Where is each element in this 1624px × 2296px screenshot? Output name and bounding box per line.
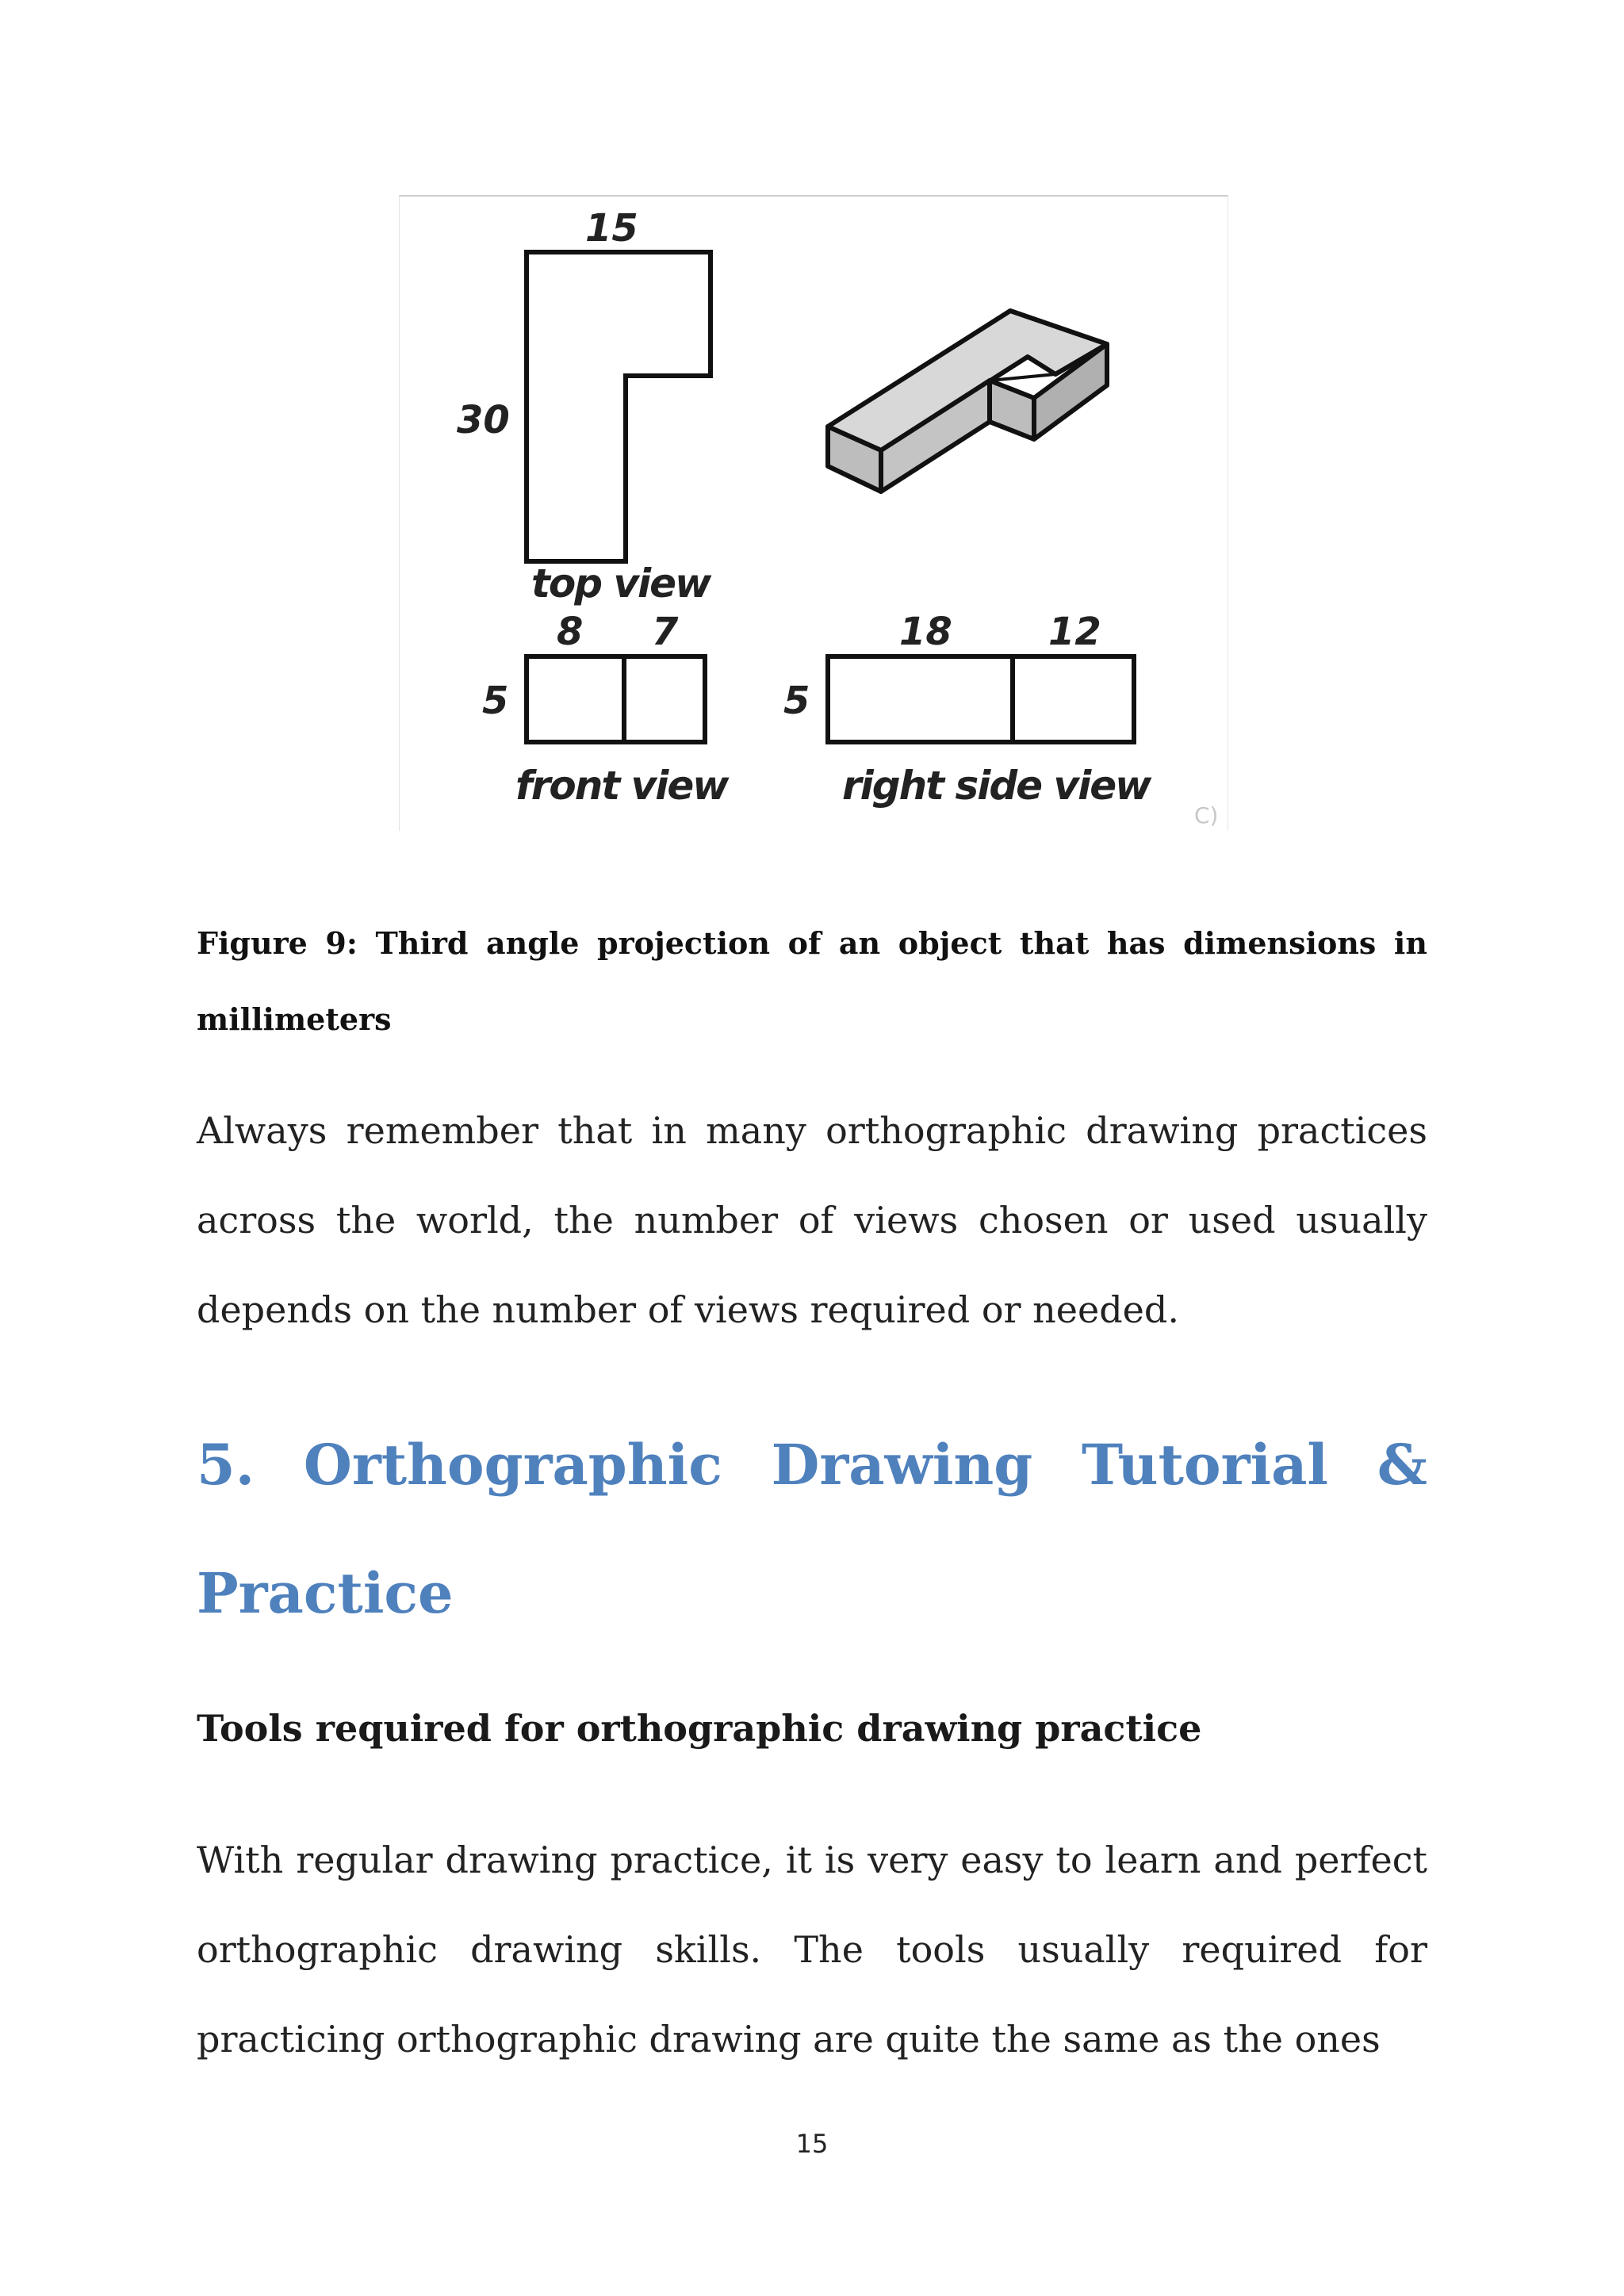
right-side-view-height-label: 5	[783, 679, 810, 723]
projection-drawing	[400, 197, 1228, 831]
right-side-view-caption: right side view	[842, 763, 1151, 809]
paragraph-views: Always remember that in many orthographic drawing practices across the world, the number of views chosen or used usually depends on the number of views required or needed.	[197, 1109, 1427, 1331]
front-view-caption: front view	[515, 763, 728, 809]
front-view-outline	[527, 656, 705, 742]
front-view-right-label: 7	[652, 610, 679, 654]
right-side-view-right-label: 12	[1048, 610, 1101, 654]
watermark-logo: C)	[1194, 802, 1219, 828]
front-view-height-label: 5	[482, 679, 509, 723]
paragraph-tools: With regular drawing practice, it is very easy to learn and perfect orthographic drawing skills. The tools usually required for practicing orthographic drawing are quite the same as the ones	[197, 1839, 1427, 2061]
subsection-heading: Tools required for orthographic drawing practice	[197, 1707, 1202, 1750]
projection-figure	[399, 195, 1228, 831]
top-view-height-label: 30	[457, 398, 510, 442]
isometric-view	[828, 311, 1107, 492]
section-heading: 5. Orthographic Drawing Tutorial & Practice	[197, 1432, 1427, 1626]
right-side-view-outline	[828, 656, 1134, 742]
iso-step-face	[990, 381, 1034, 439]
page-number: 15	[795, 2129, 829, 2159]
front-view-left-label: 8	[557, 610, 584, 654]
top-view-outline	[527, 252, 710, 561]
right-side-view-left-label: 18	[899, 610, 952, 654]
top-view-caption: top view	[531, 561, 710, 607]
top-view-width-label: 15	[585, 206, 638, 251]
figure-caption: Figure 9: Third angle projection of an object that has dimensions in millimeters	[197, 925, 1427, 1037]
